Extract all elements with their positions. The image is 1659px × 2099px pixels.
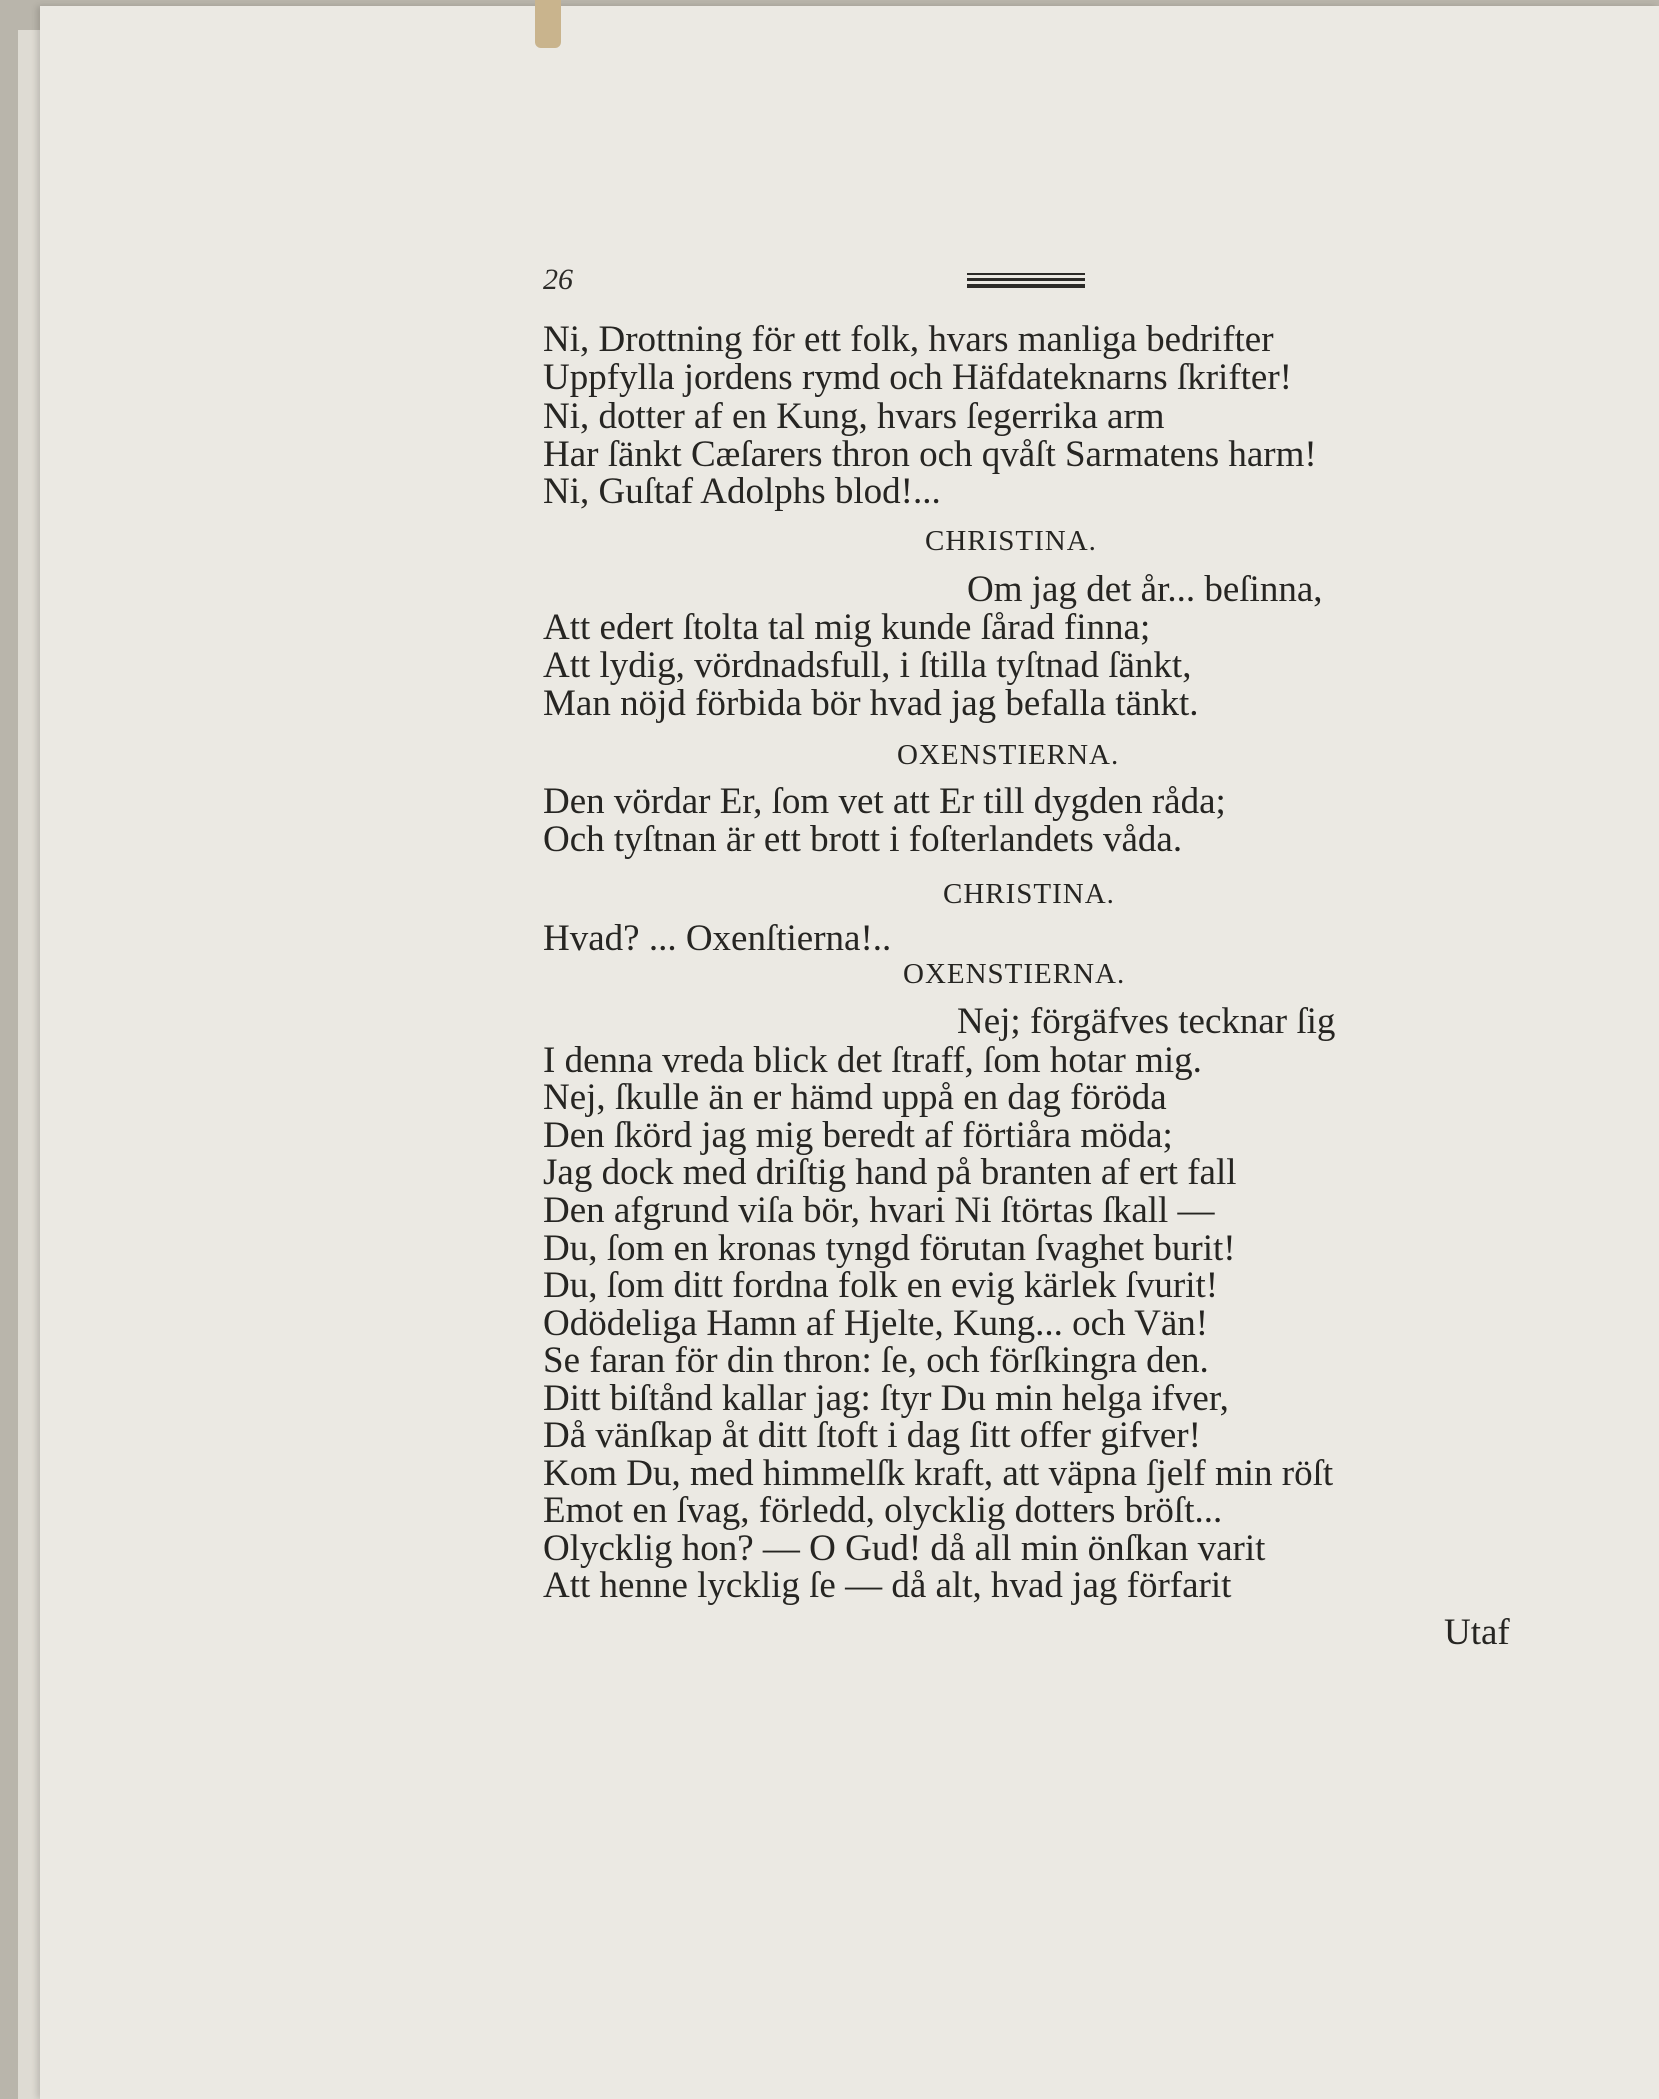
verse-line: Att henne lycklig ſe — då alt, hvad jag förfarit [543, 1565, 1232, 1606]
verse-line: Hvad? ... Oxenſtierna!.. [543, 918, 892, 959]
verse-line: Att edert ſtolta tal mig kunde ſårad finna; [543, 607, 1151, 648]
verse-line: Nej, ſkulle än er hämd uppå en dag föröda [543, 1077, 1167, 1118]
speaker-heading: OXENSTIERNA. [897, 739, 1120, 771]
verse-line: Att lydig, vördnadsfull, i ſtilla tyſtnad ſänkt, [543, 645, 1192, 686]
verse-line: Ni, Guſtaf Adolphs blod!... [543, 471, 941, 512]
verse-line: Kom Du, med himmelſk kraft, att väpna ſjelf min röſt [543, 1453, 1334, 1494]
verse-line: Man nöjd förbida bör hvad jag befalla tänkt. [543, 683, 1199, 724]
speaker-heading: CHRISTINA. [925, 525, 1097, 557]
verse-line: Och tyſtnan är ett brott i foſterlandets våda. [543, 819, 1183, 860]
verse-line: Odödeliga Hamn af Hjelte, Kung... och Vän! [543, 1303, 1209, 1344]
verse-line: Uppfylla jordens rymd och Häfdateknarns ſkrifter! [543, 357, 1292, 398]
page-number: 26 [543, 263, 573, 296]
verse-line: Den afgrund viſa bör, hvari Ni ſtörtas ſkall — [543, 1190, 1215, 1231]
verse-line: Har ſänkt Cæſarers thron och qvåſt Sarmatens harm! [543, 434, 1317, 475]
verse-line: Ni, dotter af en Kung, hvars ſegerrika arm [543, 396, 1165, 437]
verse-line: Den vördar Er, ſom vet att Er till dygden råda; [543, 781, 1226, 822]
verse-line: Om jag det år... beſinna, [967, 569, 1323, 610]
verse-line: I denna vreda blick det ſtraff, ſom hotar mig. [543, 1040, 1202, 1081]
verse-line: Ditt biſtånd kallar jag: ſtyr Du min helga ifver, [543, 1378, 1229, 1419]
verse-line: Du, ſom ditt fordna folk en evig kärlek ſvurit! [543, 1265, 1219, 1306]
verse-line: Jag dock med driſtig hand på branten af ert fall [543, 1152, 1237, 1193]
verse-line: Den ſkörd jag mig beredt af förtiåra möda; [543, 1115, 1173, 1156]
verse-line: Då vänſkap åt ditt ſtoft i dag ſitt offer gifver! [543, 1415, 1201, 1456]
verse-line: Emot en ſvag, förledd, olycklig dotters bröſt... [543, 1490, 1223, 1531]
speaker-heading: OXENSTIERNA. [903, 958, 1126, 990]
verse-line: Du, ſom en kronas tyngd förutan ſvaghet burit! [543, 1228, 1236, 1269]
catchword: Utaf [1444, 1612, 1510, 1653]
speaker-heading: CHRISTINA. [943, 878, 1115, 910]
verse-line: Ni, Drottning för ett folk, hvars manliga bedrifter [543, 319, 1274, 360]
verse-line: Olycklig hon? — O Gud! då all min önſkan varit [543, 1528, 1266, 1569]
verse-line: Se faran för din thron: ſe, och förſkingra den. [543, 1340, 1209, 1381]
verse-line: Nej; förgäfves tecknar ſig [957, 1001, 1336, 1042]
